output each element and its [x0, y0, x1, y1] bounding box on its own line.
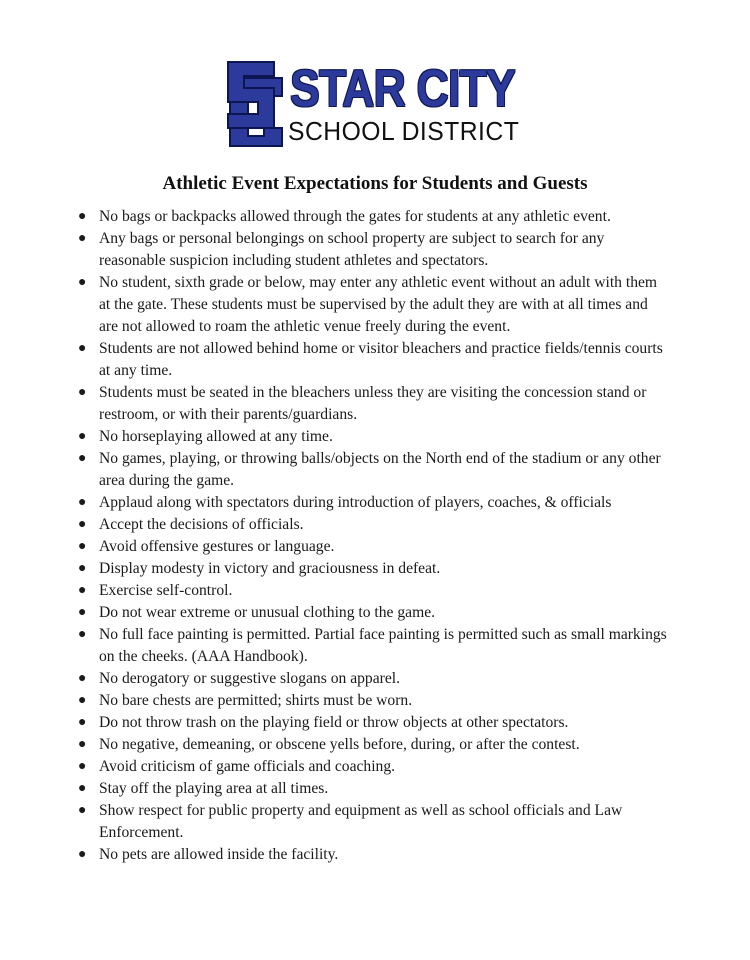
rule-item: [78, 712, 668, 734]
rule-item: [78, 338, 668, 382]
rule-item: [78, 668, 668, 690]
bullet-icon: ●: [78, 627, 87, 642]
rule-item: [78, 756, 668, 778]
bullet-icon: ●: [78, 539, 87, 554]
rule-item: [78, 448, 668, 492]
bullet-icon: ●: [78, 737, 87, 752]
bullet-icon: ●: [78, 451, 87, 466]
rule-text: Exercise self-control.: [99, 582, 233, 599]
rule-item: [78, 624, 668, 668]
bullet-icon: ●: [78, 671, 87, 686]
rule-item: [78, 690, 668, 712]
rule-item: [78, 580, 668, 602]
rule-item: [78, 382, 668, 426]
bullet-icon: ●: [78, 231, 87, 246]
rule-item: [78, 844, 668, 866]
bullet-icon: ●: [78, 385, 87, 400]
bullet-icon: ●: [78, 561, 87, 576]
bullet-icon: ●: [78, 341, 87, 356]
bullet-icon: ●: [78, 275, 87, 290]
rule-text: Students are not allowed behind home or visitor bleachers and practice fields/tennis courts at any time.: [99, 340, 663, 379]
rule-text: No derogatory or suggestive slogans on apparel.: [99, 670, 400, 687]
sc-monogram-logo-icon: [224, 58, 288, 148]
rule-text: No horseplaying allowed at any time.: [99, 428, 333, 445]
rule-text: No student, sixth grade or below, may enter any athletic event without an adult with them at the gate. These students must be supervised by the adult they are with at all times and are not allowed to roam the athletic venue freely during the event.: [99, 274, 658, 335]
logo-title: STAR CITY: [290, 60, 515, 118]
rule-text: Any bags or personal belongings on school property are subject to search for any reasonable suspicion including student athletes and spectators.: [99, 230, 605, 269]
rules-list: [78, 206, 668, 866]
bullet-icon: ●: [78, 847, 87, 862]
bullet-icon: ●: [78, 759, 87, 774]
bullet-icon: ●: [78, 605, 87, 620]
rule-text: Avoid offensive gestures or language.: [99, 538, 335, 555]
rule-text: Avoid criticism of game officials and coaching.: [99, 758, 396, 775]
bullet-icon: ●: [78, 429, 87, 444]
rule-item: [78, 778, 668, 800]
rule-item: [78, 272, 668, 338]
rule-item: [78, 514, 668, 536]
rule-item: [78, 558, 668, 580]
logo-subtitle: SCHOOL DISTRICT: [288, 116, 520, 146]
bullet-icon: ●: [78, 803, 87, 818]
rule-text: No bare chests are permitted; shirts must be worn.: [99, 692, 413, 709]
rule-item: [78, 426, 668, 448]
rule-item: [78, 228, 668, 272]
rule-text: No pets are allowed inside the facility.: [99, 846, 339, 863]
rule-text: Students must be seated in the bleachers unless they are visiting the concession stand or restroom, or with their parents/guardians.: [99, 384, 647, 423]
bullet-icon: ●: [78, 693, 87, 708]
rule-text: No games, playing, or throwing balls/objects on the North end of the stadium or any other area during the game.: [99, 450, 661, 489]
rule-item: [78, 734, 668, 756]
rule-text: Show respect for public property and equipment as well as school officials and Law Enforcement.: [99, 802, 623, 841]
bullet-icon: ●: [78, 781, 87, 796]
district-logo: [224, 58, 528, 148]
bullet-icon: ●: [78, 715, 87, 730]
bullet-icon: ●: [78, 495, 87, 510]
rule-text: Stay off the playing area at all times.: [99, 780, 329, 797]
document-title: Athletic Event Expectations for Students and Guests: [162, 173, 588, 194]
rule-item: [78, 536, 668, 558]
bullet-icon: ●: [78, 209, 87, 224]
rule-item: [78, 602, 668, 624]
rule-text: Display modesty in victory and graciousness in defeat.: [99, 560, 441, 577]
rule-item: [78, 206, 668, 228]
rule-text: Do not wear extreme or unusual clothing to the game.: [99, 604, 436, 621]
rule-text: No full face painting is permitted. Partial face painting is permitted such as small markings on the cheeks. (AAA Handbook).: [99, 626, 667, 665]
bullet-icon: ●: [78, 517, 87, 532]
rule-item: [78, 800, 668, 844]
rule-text: No bags or backpacks allowed through the gates for students at any athletic event.: [99, 208, 611, 225]
rule-text: Do not throw trash on the playing field or throw objects at other spectators.: [99, 714, 569, 731]
rule-text: No negative, demeaning, or obscene yells before, during, or after the contest.: [99, 736, 580, 753]
rule-item: [78, 492, 668, 514]
rule-text: Accept the decisions of officials.: [99, 516, 304, 533]
rule-text: Applaud along with spectators during introduction of players, coaches, & officials: [99, 494, 612, 511]
bullet-icon: ●: [78, 583, 87, 598]
